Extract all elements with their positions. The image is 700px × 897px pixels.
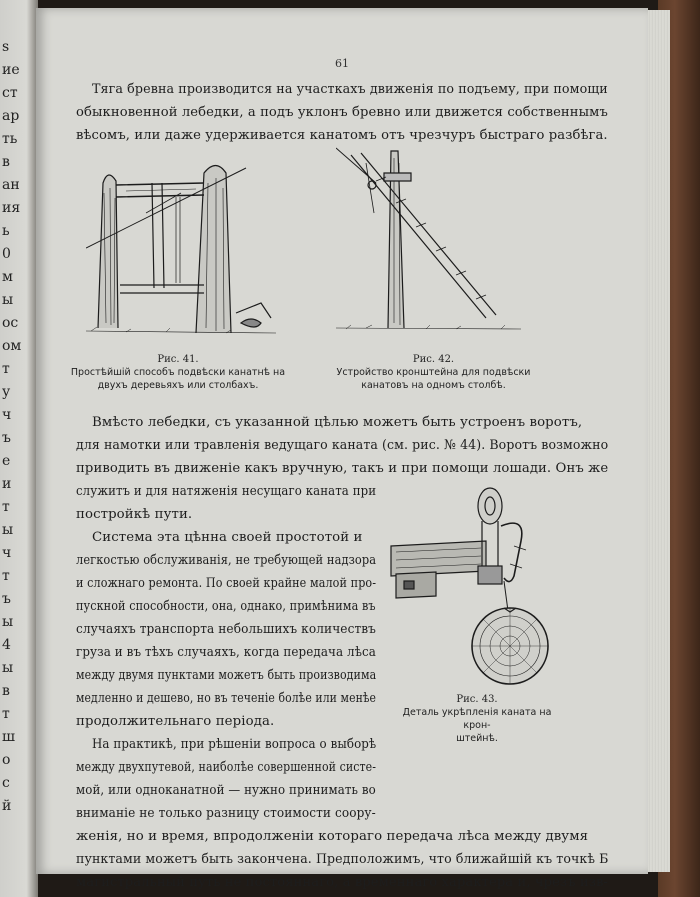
left-page-fragment: 4	[2, 637, 11, 653]
left-page-fragment: 0	[2, 246, 11, 262]
figure-43-illustration	[386, 486, 561, 696]
figure-41-caption-line1: Простѣйшій способъ подвѣски канатнѣ на	[70, 367, 286, 378]
paragraph3-line2: легкостью обслуживанія, не требующей надзора	[76, 553, 377, 568]
left-page-fragment: й	[2, 798, 12, 814]
paragraph3-line6: груза и въ тѣхъ случаяхъ, когда передача лѣса	[76, 645, 376, 660]
left-page-fragment: ие	[2, 62, 20, 78]
left-page-fragment: ч	[2, 545, 12, 561]
paragraph4-line4: вниманіе не только разницу стоимости соору-	[76, 806, 376, 821]
page-stack-edge	[647, 10, 670, 872]
left-page-fragment: ы	[2, 614, 14, 630]
paragraph3-line9: продолжительнаго періода.	[76, 714, 275, 729]
figure-43-caption-line2: штейнѣ.	[456, 733, 498, 744]
paragraph1-line3: вѣсомъ, или даже удерживается канатомъ отъ чрезчуръ быстраго разбѣга.	[76, 128, 608, 143]
left-page-edge	[0, 0, 38, 897]
left-page-fragment: с	[2, 775, 10, 791]
figure-41-caption	[68, 353, 288, 392]
figure-41-caption-line2: двухъ деревьяхъ или столбахъ.	[97, 380, 259, 391]
left-page-fragment: ст	[2, 85, 18, 101]
book-page	[36, 8, 648, 890]
left-page-fragment: ия	[2, 200, 21, 216]
left-page-fragment: м	[2, 269, 13, 285]
left-page-fragment: ш	[2, 729, 16, 745]
paragraph4-line1: На практикѣ, при рѣшеніи вопроса о выборѣ	[92, 737, 377, 752]
paragraph2-line5: постройкѣ пути.	[76, 507, 193, 522]
paragraph3-line5: случаяхъ транспорта небольшихъ количествъ	[76, 622, 376, 637]
paragraph2-line3: приводить въ движеніе какъ вручную, такъ и при помощи лошади. Онъ же	[76, 461, 609, 476]
figure-42-label: Рис. 42.	[412, 354, 455, 365]
paragraph4-line7: магистральный путь не постояннаго, а временнаго характера и, чрезъ изв-	[76, 875, 608, 890]
left-page-fragment: ан	[2, 177, 20, 193]
left-page-fragment: в	[2, 683, 10, 699]
left-page-fragment: ть	[2, 131, 18, 147]
paragraph3-line8: медленно и дешево, но въ теченіе болѣе или менѣе	[76, 691, 377, 706]
paragraph2-line2: для намотки или травленія ведущаго каната (см. рис. № 44). Воротъ возможно	[76, 438, 609, 453]
figure-42-illustration	[336, 143, 521, 338]
left-page-fragment: ы	[2, 660, 14, 676]
page-number: 61	[335, 57, 349, 70]
left-page-fragment: т	[2, 706, 10, 722]
left-page-fragment: ь	[2, 223, 10, 239]
figure-42-caption	[326, 353, 541, 392]
left-page-fragment: ос	[2, 315, 19, 331]
figure-42-caption-line1: Устройство кронштейна для подвѣски	[336, 367, 531, 378]
left-page-fragment: ч	[2, 407, 12, 423]
left-page-fragment: т	[2, 499, 10, 515]
left-page-fragment: т	[2, 568, 10, 584]
paragraph3-line3: и сложнаго ремонта. По своей крайне малой про-	[76, 576, 377, 591]
paragraph4-line6: пунктами можетъ быть закончена. Предположимъ, что ближайшій къ точкѣ Б	[76, 852, 609, 867]
paragraph4-line3: мой, или одноканатной — нужно принимать во	[76, 783, 376, 798]
figure-41-illustration	[86, 153, 276, 338]
paragraph1-line1: Тяга бревна производится на участкахъ движенія по подъему, при помощи	[92, 82, 608, 97]
left-page-fragment: о	[2, 752, 11, 768]
paragraph1-line2: обыкновенной лебедки, а подъ уклонъ бревно или движется собственнымъ	[76, 105, 608, 120]
figure-43-caption-line1: Деталь укрѣпленія каната на крон-	[402, 707, 552, 731]
figure-43-label: Рис. 43.	[456, 694, 498, 705]
paragraph3-line1: Система эта цѣнна своей простотой и	[92, 530, 363, 545]
left-page-fragment: у	[2, 384, 11, 400]
left-page-fragment: ъ	[2, 430, 11, 446]
paragraph4-line5: женія, но и время, впродолженіи котораго передача лѣса между двумя	[76, 829, 589, 844]
left-page-fragment: в	[2, 154, 10, 170]
figure-41-label: Рис. 41.	[157, 354, 199, 365]
paragraph4-line2: между двухпутевой, наиболѣе совершенной систе-	[76, 760, 377, 775]
paragraph3-line7: между двумя пунктами можетъ быть производима	[76, 668, 377, 683]
left-page-fragment: т	[2, 361, 10, 377]
left-page-fragment: ъ	[2, 591, 11, 607]
left-page-fragment: s	[2, 39, 10, 55]
left-page-fragment: ар	[2, 108, 20, 124]
paragraph3-line4: пускной способности, она, однако, примѣнима въ	[76, 599, 376, 614]
left-page-fragment: ы	[2, 522, 14, 538]
paragraph2-line4: служитъ и для натяженія несущаго каната при	[76, 484, 377, 499]
left-page-fragment: и	[2, 476, 12, 492]
left-page-fragment: ом	[2, 338, 22, 354]
left-page-fragment: е	[2, 453, 11, 469]
left-page-fragment: ы	[2, 292, 14, 308]
figure-43-caption	[388, 693, 566, 745]
paragraph2-line1: Вмѣсто лебедки, съ указанной цѣлью можетъ быть устроенъ воротъ,	[92, 415, 583, 430]
figure-42-caption-line2: канатовъ на одномъ столбѣ.	[361, 380, 506, 391]
